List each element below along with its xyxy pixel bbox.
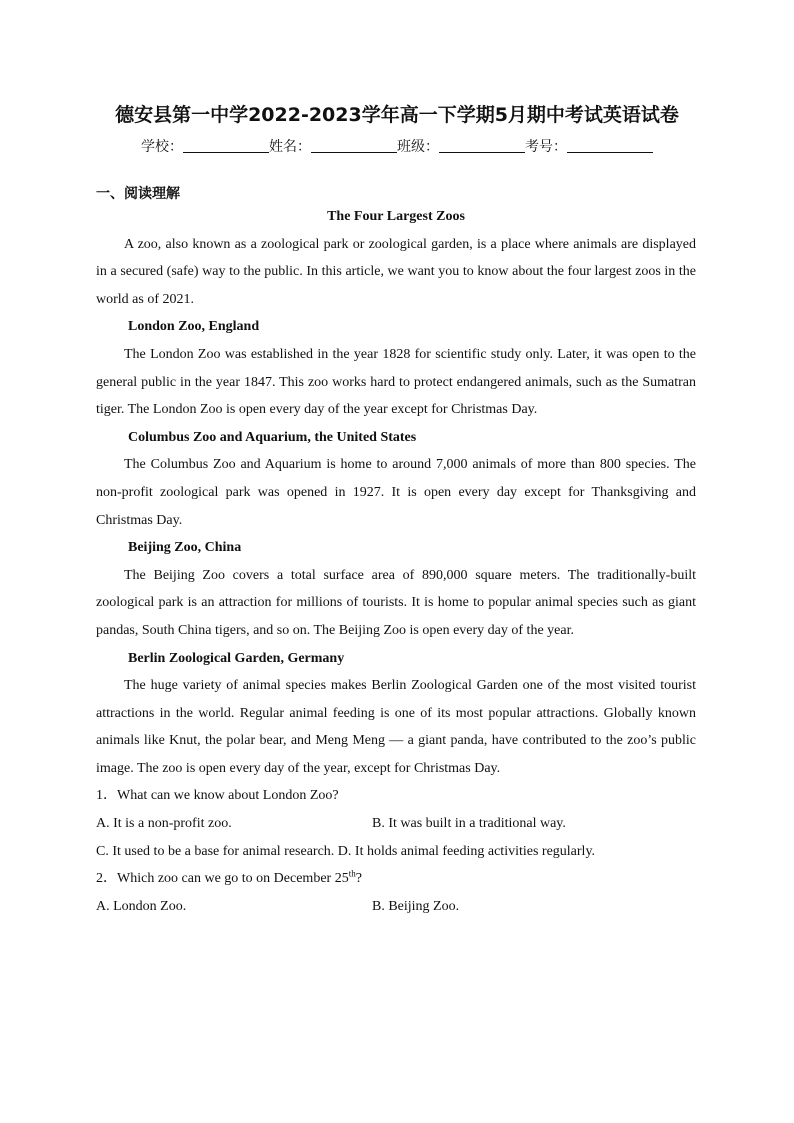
question-1-options-row-1 xyxy=(96,810,696,838)
question-2-option-b[interactable]: B. Beijing Zoo. xyxy=(372,898,460,914)
section-title: 一、阅读理解 xyxy=(96,186,180,202)
exam-title: 德安县第一中学2022-2023学年高一下学期5月期中考试英语试卷 xyxy=(115,104,679,126)
question-2-text: Which zoo can we go to on December 25 xyxy=(117,871,349,887)
zoo-text-london: The London Zoo was established in the year 1828 for scientific study only. Later, it was open to the general public in the year 1847. This zoo works hard to protect endangered animals, such as the Sumatran tiger. The London Zoo is open every day of the year except for Christmas Day. xyxy=(96,346,696,418)
question-2-options-row-1 xyxy=(96,893,696,921)
zoo-heading-beijing: Beijing Zoo, China xyxy=(128,540,242,556)
question-1-option-c[interactable]: C. It used to be a base for animal research. xyxy=(96,843,335,859)
school-label: 学校： xyxy=(141,139,183,155)
zoo-heading-columbus: Columbus Zoo and Aquarium, the United States xyxy=(128,429,417,445)
number-blank[interactable] xyxy=(567,138,653,153)
reading-passage xyxy=(96,203,696,920)
question-1 xyxy=(96,782,696,810)
passage-intro: A zoo, also known as a zoological park or zoological garden, is a place where animals are displayed in a secured (safe) way to the public. In this article, we want you to know about the four largest zoos in the world as of 2021. xyxy=(96,236,696,307)
question-2-number: 2． xyxy=(96,871,117,887)
question-2 xyxy=(96,865,696,893)
question-2-superscript: th xyxy=(348,868,356,879)
zoo-text-berlin: The huge variety of animal species makes Berlin Zoological Garden one of the most visited tourist attractions in the world. Regular animal feeding is one of its most popular attractions. Globally known animals like Knut, the polar bear, and Meng Meng — a giant panda, have contributed to the zoo’s public image. The zoo is open every day of the year, except for Christmas Day. xyxy=(96,678,696,776)
class-blank[interactable] xyxy=(439,138,525,153)
passage-title: The Four Largest Zoos xyxy=(327,209,465,224)
zoo-text-columbus: The Columbus Zoo and Aquarium is home to around 7,000 animals of more than 800 species. The non-profit zoological park was opened in 1927. It is open every day except for Thanksgiving and Christmas Day. xyxy=(96,457,696,528)
question-2-option-a[interactable]: A. London Zoo. xyxy=(96,898,187,914)
zoo-text-beijing: The Beijing Zoo covers a total surface area of 890,000 square meters. The traditionally-built zoological park is an attraction for millions of tourists. It is home to popular animal species such as giant pandas, South China tigers, and so on. The Beijing Zoo is open every day of the year. xyxy=(96,567,696,638)
question-1-text: What can we know about London Zoo? xyxy=(117,788,339,804)
number-label: 考号： xyxy=(525,139,567,155)
class-label: 班级： xyxy=(397,139,439,155)
name-label: 姓名： xyxy=(269,139,311,155)
school-blank[interactable] xyxy=(183,138,269,153)
question-1-option-d[interactable]: D. It holds animal feeding activities regularly. xyxy=(337,843,596,859)
question-1-option-a[interactable]: A. It is a non-profit zoo. xyxy=(96,816,232,832)
question-1-option-b[interactable]: B. It was built in a traditional way. xyxy=(372,816,566,832)
zoo-heading-london: London Zoo, England xyxy=(128,319,260,335)
question-1-number: 1． xyxy=(96,788,117,804)
question-2-text-end: ? xyxy=(355,871,362,887)
zoo-heading-berlin: Berlin Zoological Garden, Germany xyxy=(128,650,345,666)
name-blank[interactable] xyxy=(311,138,397,153)
question-1-options-row-2 xyxy=(96,838,696,866)
student-info-line xyxy=(0,136,794,156)
